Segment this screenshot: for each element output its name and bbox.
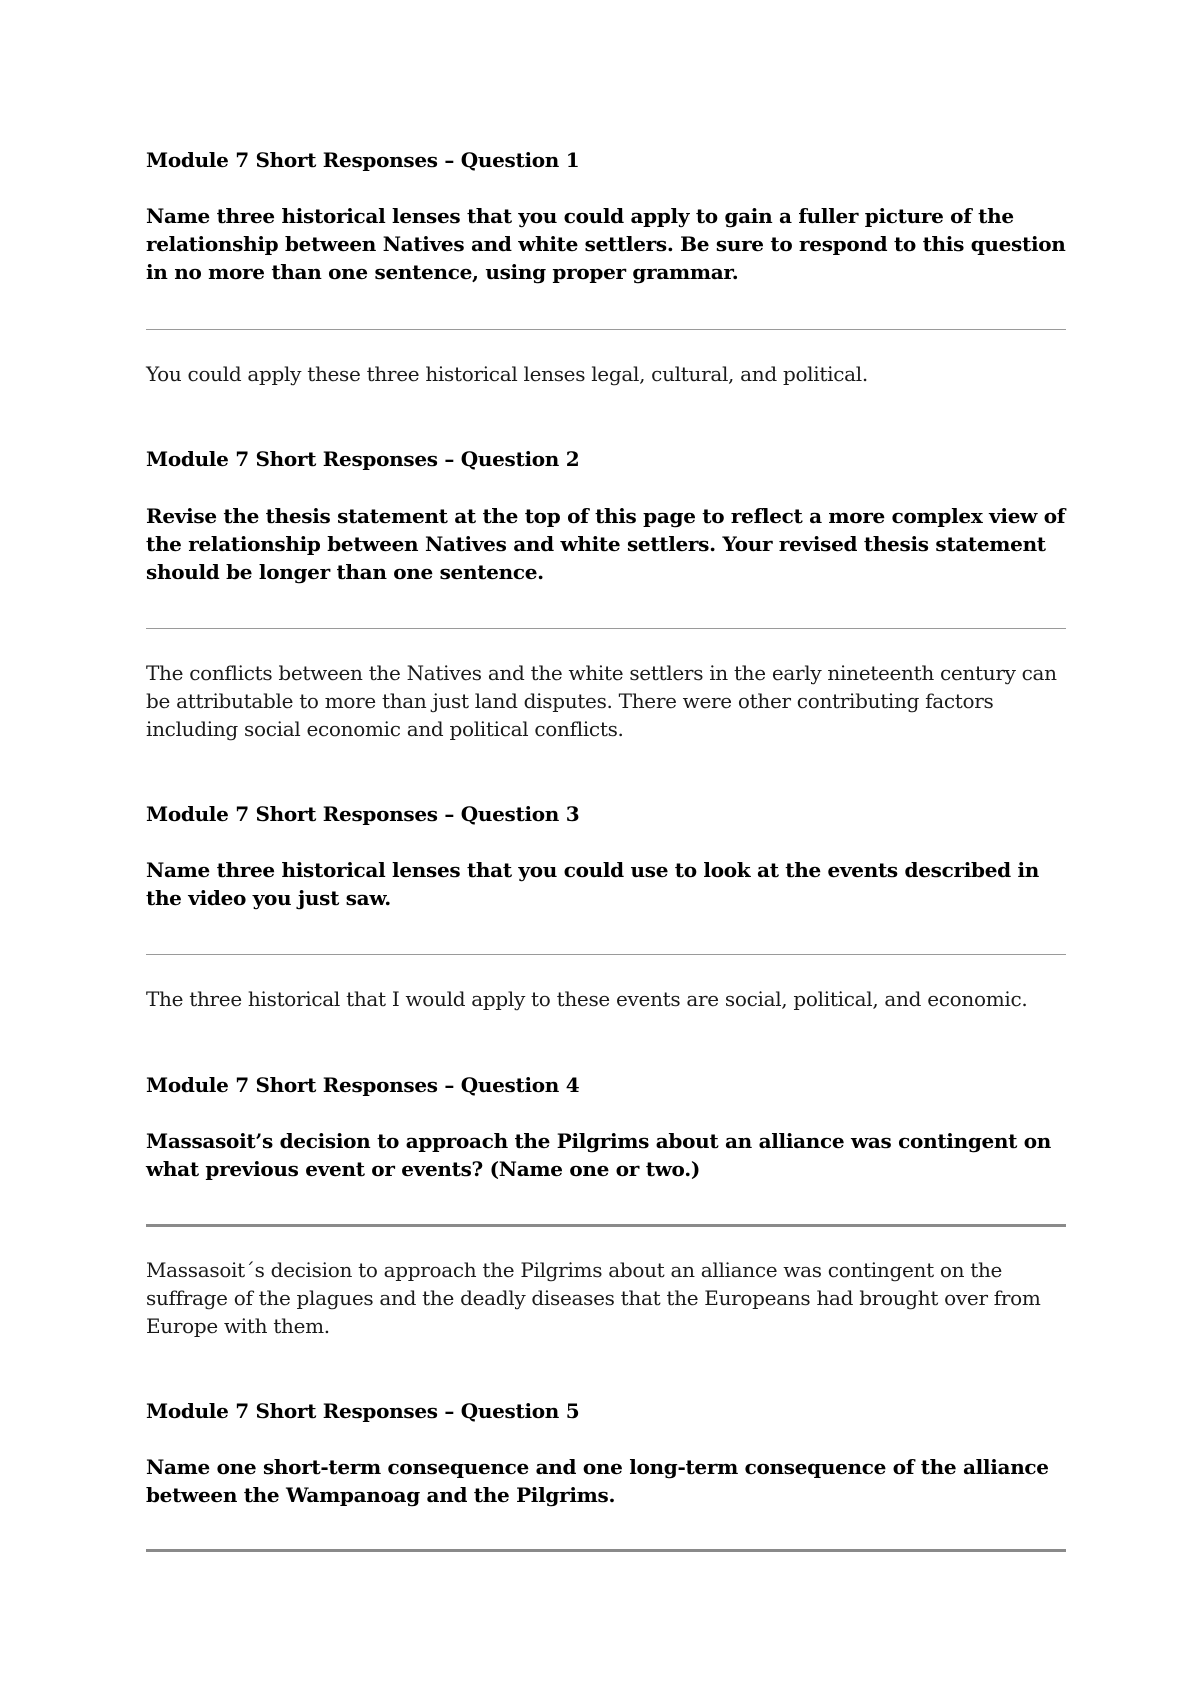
question-4-divider [146, 1224, 1066, 1227]
question-1-divider [146, 329, 1066, 330]
question-2-prompt: Revise the thesis statement at the top of this page to reflect a more complex view of the relationship between Natives and white settlers. Your revised thesis statement should be longer than one sentence. [146, 504, 1066, 584]
question-5-heading: Module 7 Short Responses – Question 5 [146, 1399, 580, 1423]
question-2-heading: Module 7 Short Responses – Question 2 [146, 447, 580, 471]
question-1-prompt: Name three historical lenses that you could apply to gain a fuller picture of the relationship between Natives and white settlers. Be sure to respond to this question in no more than one sentence, using proper grammar. [146, 204, 1066, 284]
question-1-answer: You could apply these three historical lenses legal, cultural, and political. [146, 362, 868, 386]
question-2-answer: The conflicts between the Natives and the white settlers in the early nineteenth century can be attributable to more than just land disputes. There were other contributing factors including social economic and political conflicts. [146, 661, 1057, 741]
question-5-divider [146, 1549, 1066, 1552]
question-5-prompt: Name one short-term consequence and one long-term consequence of the alliance between the Wampanoag and the Pilgrims. [146, 1455, 1049, 1507]
question-4-answer: Massasoit´s decision to approach the Pilgrims about an alliance was contingent on the suffrage of the plagues and the deadly diseases that the Europeans had brought over from Europe with them. [146, 1258, 1041, 1338]
question-3-heading: Module 7 Short Responses – Question 3 [146, 802, 580, 826]
question-4-prompt: Massasoit’s decision to approach the Pilgrims about an alliance was contingent on what previous event or events? (Name one or two.) [146, 1129, 1052, 1181]
question-3-prompt: Name three historical lenses that you could use to look at the events described in the video you just saw. [146, 858, 1040, 910]
question-2-divider [146, 628, 1066, 629]
question-3-answer: The three historical that I would apply to these events are social, political, and economic. [146, 987, 1028, 1011]
question-3-divider [146, 954, 1066, 955]
question-1-heading: Module 7 Short Responses – Question 1 [146, 148, 580, 172]
question-4-heading: Module 7 Short Responses – Question 4 [146, 1073, 580, 1097]
